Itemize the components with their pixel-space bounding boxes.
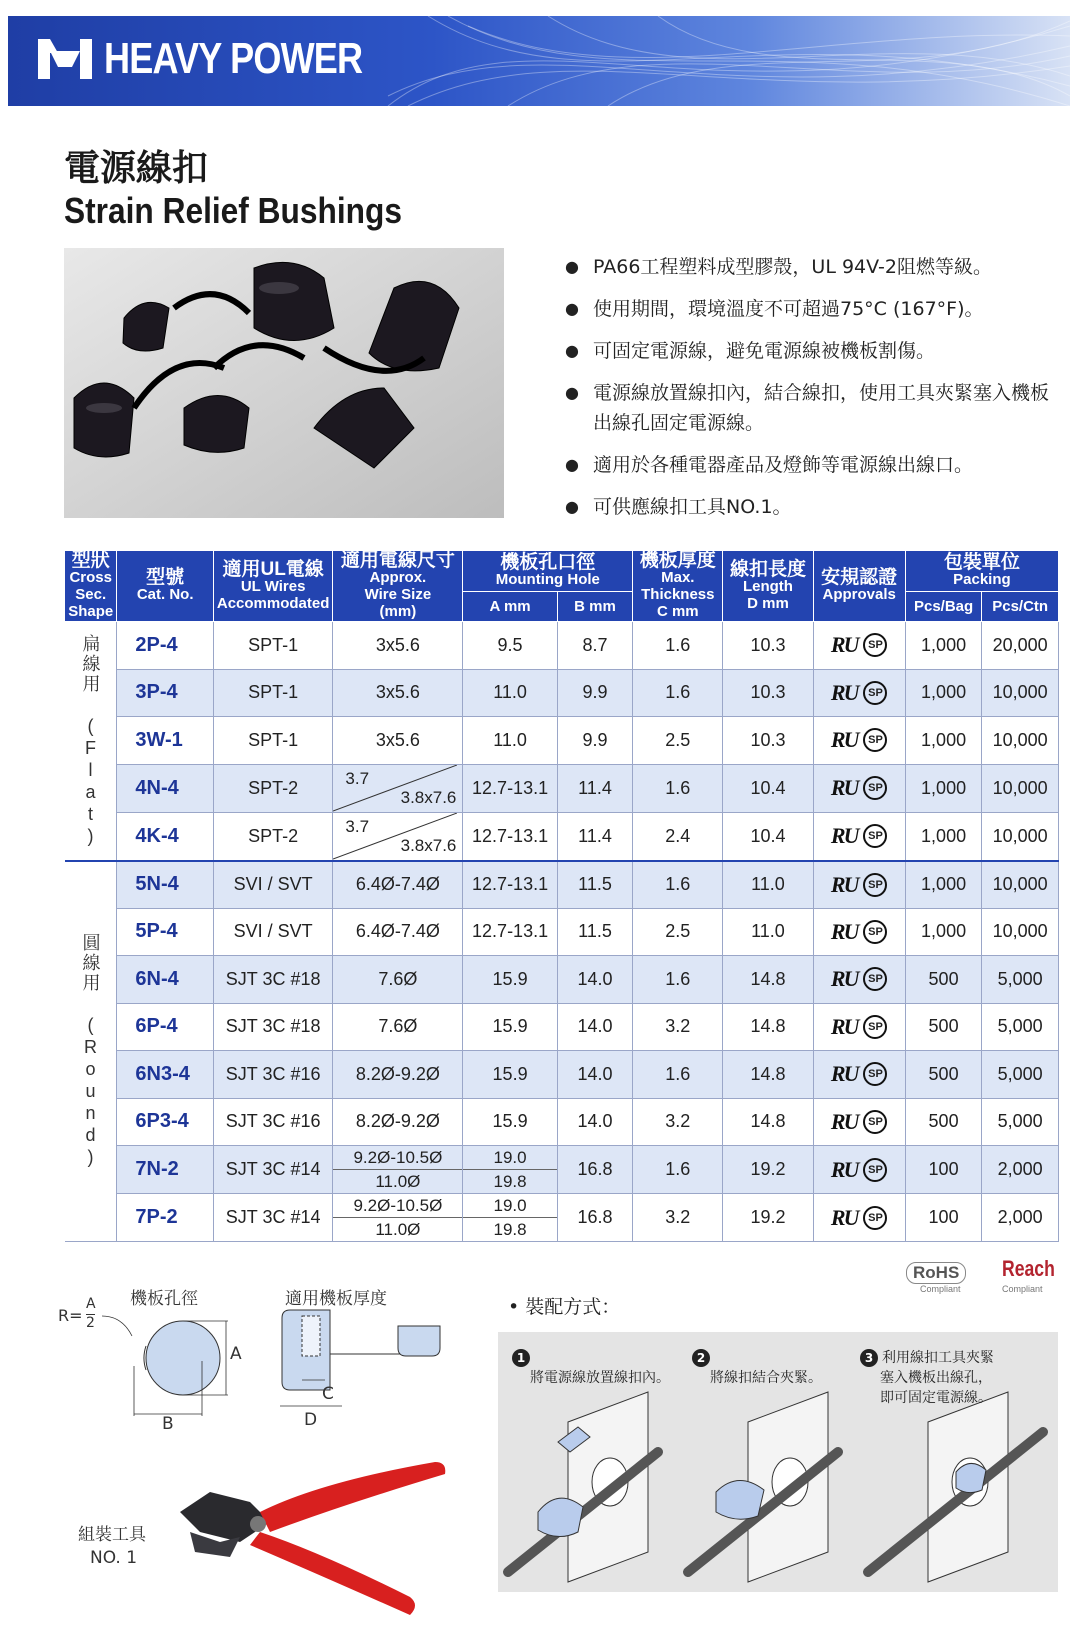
brand-logo [36, 34, 419, 84]
header-banner [8, 16, 1070, 106]
csa-mark-icon: SP [863, 967, 887, 991]
cat-no-cell: 5P-4 [117, 908, 213, 956]
hole-b-cell: 11.5 [557, 861, 632, 909]
page-title-en: Strain Relief Bushings [64, 190, 402, 231]
approvals-cell [813, 812, 905, 861]
pcs-bag-cell: 100 [905, 1194, 982, 1242]
wire-size-cell: 3x5.6 [333, 717, 463, 765]
hole-b-cell: 8.7 [557, 622, 632, 670]
header-hole-a: A mm [463, 591, 557, 621]
wire-size-cell: 7.6Ø [333, 1003, 463, 1051]
hole-a-cell: 11.0 [463, 669, 557, 717]
feature-item: ● PA66工程塑料成型膠殼，UL 94V-2阻燃等級。 [565, 252, 1065, 282]
pcs-bag-cell: 1,000 [905, 717, 982, 765]
assembly-steps-panel [498, 1332, 1058, 1592]
pcs-ctn-cell: 10,000 [982, 908, 1059, 956]
tool-name: NO. 1 [90, 1548, 138, 1568]
formula-den: 2 [86, 1315, 95, 1331]
hole-b-cell: 14.0 [557, 1051, 632, 1099]
cat-no-cell: 6P-4 [117, 1003, 213, 1051]
thickness-cell: 1.6 [633, 1051, 723, 1099]
feature-item: ● 可固定電源線，避免電源線被機板割傷。 [565, 336, 1065, 366]
length-cell: 14.8 [723, 956, 813, 1004]
approvals-cell [813, 717, 905, 765]
pcs-ctn-cell: 10,000 [982, 861, 1059, 909]
wire-size-dim: 3.8x7.6 [400, 787, 457, 807]
header-ul: 適用UL電線 UL Wires Accommodated [213, 551, 333, 622]
length-cell: 10.3 [723, 669, 813, 717]
wire-size-cell: 6.4Ø-7.4Ø [333, 861, 463, 909]
pcs-ctn-cell: 5,000 [982, 1003, 1059, 1051]
hole-a-cell: 12.7-13.1 [463, 861, 557, 909]
ul-mark-icon: RU [830, 1204, 858, 1230]
compliance-logos [906, 1256, 1055, 1294]
group-label-round: 圓線用 (Round) [65, 861, 117, 1242]
header-length: 線扣長度 Length D mm [723, 551, 813, 622]
ul-wire-cell: SPT-1 [213, 622, 333, 670]
length-cell: 19.2 [723, 1146, 813, 1194]
hole-b-cell: 11.4 [557, 812, 632, 861]
hole-b-cell: 9.9 [557, 717, 632, 765]
thickness-cell: 1.6 [633, 622, 723, 670]
pcs-bag-cell: 500 [905, 1051, 982, 1099]
hole-a-value: 19.0 [463, 1146, 556, 1170]
thickness-cell: 3.2 [633, 1098, 723, 1146]
pcs-bag-cell: 1,000 [905, 861, 982, 909]
reach-sub: Compliant [1002, 1284, 1043, 1294]
length-cell: 10.4 [723, 764, 813, 812]
step-number: 2 [692, 1349, 710, 1367]
page-title-zh: 電源線扣 [64, 148, 209, 189]
thickness-cell: 2.4 [633, 812, 723, 861]
length-cell: 14.8 [723, 1051, 813, 1099]
header-approvals: 安規認證 Approvals [813, 551, 905, 622]
wire-size-cell: 6.4Ø-7.4Ø [333, 908, 463, 956]
pcs-bag-cell: 100 [905, 1146, 982, 1194]
assembly-title: • 裝配方式： [508, 1296, 621, 1318]
csa-mark-icon: SP [863, 1015, 887, 1039]
pcs-bag-cell: 1,000 [905, 669, 982, 717]
csa-mark-icon: SP [863, 1062, 887, 1086]
feature-item: ● 電源線放置線扣內，結合線扣，使用工具夾緊塞入機板出線孔固定電源線。 [565, 378, 1065, 438]
approvals-cell [813, 1003, 905, 1051]
wire-size-cell: 3x5.6 [333, 669, 463, 717]
group-label-flat: 扁線用 (Flat) [65, 622, 117, 861]
csa-mark-icon: SP [863, 873, 887, 897]
feature-item: ● 使用期間，環境溫度不可超過75°C (167°F)。 [565, 294, 1065, 324]
cat-no-cell: 3W-1 [117, 717, 213, 765]
thickness-cell: 1.6 [633, 669, 723, 717]
length-cell: 10.3 [723, 717, 813, 765]
wire-size-alt: 11.0Ø [375, 1219, 421, 1239]
ul-mark-icon: RU [830, 632, 858, 658]
approvals-cell [813, 669, 905, 717]
pcs-ctn-cell: 10,000 [982, 812, 1059, 861]
hole-b-cell: 16.8 [557, 1194, 632, 1242]
length-cell: 10.3 [723, 622, 813, 670]
hole-diagram-label: 機板孔徑 [130, 1289, 198, 1309]
table-row [65, 1098, 1059, 1146]
pcs-ctn-cell: 10,000 [982, 764, 1059, 812]
cat-no-cell: 2P-4 [117, 622, 213, 670]
csa-mark-icon: SP [863, 1206, 887, 1230]
hole-a-cell [463, 1194, 557, 1242]
cat-no-cell: 5N-4 [117, 861, 213, 909]
table-row [65, 812, 1059, 861]
pcs-bag-cell: 500 [905, 1098, 982, 1146]
hole-b-cell: 16.8 [557, 1146, 632, 1194]
hole-a-alt: 19.8 [493, 1219, 527, 1239]
ul-mark-icon: RU [830, 1061, 858, 1087]
approvals-cell [813, 1051, 905, 1099]
hole-a-alt: 19.8 [493, 1171, 527, 1191]
csa-mark-icon: SP [863, 1110, 887, 1134]
rohs-sub: Compliant [920, 1284, 961, 1294]
thickness-cell: 2.5 [633, 717, 723, 765]
hole-a-value: 19.0 [463, 1194, 556, 1218]
table-row [65, 956, 1059, 1004]
hole-b-cell: 14.0 [557, 1003, 632, 1051]
hole-b-cell: 11.5 [557, 908, 632, 956]
pcs-ctn-cell: 2,000 [982, 1146, 1059, 1194]
pcs-ctn-cell: 10,000 [982, 669, 1059, 717]
csa-mark-icon: SP [863, 681, 887, 705]
csa-mark-icon: SP [863, 824, 887, 848]
ul-mark-icon: RU [830, 871, 858, 897]
hole-a-cell: 12.7-13.1 [463, 764, 557, 812]
pcs-ctn-cell: 20,000 [982, 622, 1059, 670]
assembly-step-1 [512, 1348, 670, 1388]
ul-wire-cell: SVI / SVT [213, 908, 333, 956]
header-hole-b: B mm [557, 591, 632, 621]
step-number: 3 [860, 1349, 878, 1367]
hole-a-cell: 15.9 [463, 1003, 557, 1051]
crimp-tool-image [170, 1452, 470, 1622]
ul-wire-cell: SJT 3C #18 [213, 956, 333, 1004]
table-row [65, 764, 1059, 812]
approvals-cell [813, 956, 905, 1004]
wire-size-cell [333, 1194, 463, 1242]
cat-no-cell: 4K-4 [117, 812, 213, 861]
hole-a-cell: 11.0 [463, 717, 557, 765]
thickness-cell: 3.2 [633, 1003, 723, 1051]
dim-c-label: C [322, 1384, 334, 1404]
ul-mark-icon: RU [830, 679, 858, 705]
table-row [65, 861, 1059, 909]
thickness-cell: 1.6 [633, 956, 723, 1004]
assembly-step-3 [860, 1348, 994, 1408]
pcs-ctn-cell: 5,000 [982, 1051, 1059, 1099]
pcs-bag-cell: 500 [905, 1003, 982, 1051]
approvals-cell [813, 861, 905, 909]
ul-wire-cell: SPT-1 [213, 717, 333, 765]
pcs-bag-cell: 1,000 [905, 908, 982, 956]
table-row [65, 717, 1059, 765]
ul-wire-cell: SJT 3C #18 [213, 1003, 333, 1051]
length-cell: 14.8 [723, 1003, 813, 1051]
step-text: 即可固定電源線。 [880, 1390, 992, 1406]
approvals-cell [813, 622, 905, 670]
table-row [65, 669, 1059, 717]
hole-a-cell: 15.9 [463, 956, 557, 1004]
feature-item: ● 適用於各種電器產品及燈飾等電源線出線口。 [565, 450, 1065, 480]
step-number: 1 [512, 1349, 530, 1367]
table-row [65, 622, 1059, 670]
thickness-cell: 3.2 [633, 1194, 723, 1242]
table-row [65, 908, 1059, 956]
header-packing: 包裝單位 Packing [905, 551, 1058, 592]
hole-a-cell: 15.9 [463, 1051, 557, 1099]
wire-size-flat: 3.7 [345, 768, 370, 788]
step-text: 將電源線放置線扣內。 [530, 1370, 670, 1386]
wire-size-cell [333, 1146, 463, 1194]
reach-logo: Reach [1002, 1256, 1055, 1281]
ul-mark-icon: RU [830, 1108, 858, 1134]
wire-size-alt: 11.0Ø [375, 1171, 421, 1191]
ul-mark-icon: RU [830, 775, 858, 800]
ul-wire-cell: SVI / SVT [213, 861, 333, 909]
length-cell: 14.8 [723, 1098, 813, 1146]
ul-wire-cell: SJT 3C #16 [213, 1051, 333, 1099]
spec-table [64, 550, 1059, 1242]
approvals-cell [813, 1146, 905, 1194]
brand-name: HEAVY POWER [104, 34, 363, 83]
ul-wire-cell: SJT 3C #14 [213, 1194, 333, 1242]
hole-a-cell: 12.7-13.1 [463, 812, 557, 861]
csa-mark-icon: SP [863, 728, 887, 752]
wire-size-cell: 3x5.6 [333, 622, 463, 670]
wire-size-dim: 3.8x7.6 [400, 835, 457, 855]
approvals-cell [813, 908, 905, 956]
wire-size-cell: 8.2Ø-9.2Ø [333, 1098, 463, 1146]
step-text: 利用線扣工具夾緊 [882, 1350, 994, 1366]
pcs-bag-cell: 1,000 [905, 764, 982, 812]
cat-no-cell: 3P-4 [117, 669, 213, 717]
approvals-cell [813, 1194, 905, 1242]
csa-mark-icon: SP [863, 1158, 887, 1182]
table-row [65, 1194, 1059, 1242]
hole-a-cell [463, 1146, 557, 1194]
ul-mark-icon: RU [830, 1156, 858, 1182]
csa-mark-icon: SP [863, 633, 887, 657]
pcs-ctn-cell: 5,000 [982, 956, 1059, 1004]
wire-size-range: 9.2Ø-10.5Ø [333, 1194, 462, 1218]
ul-mark-icon: RU [830, 918, 858, 944]
length-cell: 19.2 [723, 1194, 813, 1242]
step-text: 將線扣結合夾緊。 [710, 1370, 822, 1386]
hole-b-cell: 9.9 [557, 669, 632, 717]
pcs-ctn-cell: 5,000 [982, 1098, 1059, 1146]
cat-no-cell: 6N-4 [117, 956, 213, 1004]
pcs-bag-cell: 500 [905, 956, 982, 1004]
length-cell: 11.0 [723, 908, 813, 956]
wire-size-flat: 3.7 [345, 816, 370, 836]
assembly-step-2 [692, 1348, 822, 1388]
feature-list [565, 252, 1065, 534]
cat-no-cell: 6N3-4 [117, 1051, 213, 1099]
pcs-ctn-cell: 2,000 [982, 1194, 1059, 1242]
formula-r: R= [58, 1306, 83, 1325]
csa-mark-icon: SP [863, 776, 887, 800]
rohs-logo: RoHS [906, 1262, 966, 1284]
pcs-bag-cell: 1,000 [905, 622, 982, 670]
header-thickness: 機板厚度 Max. Thickness C mm [633, 551, 723, 622]
wire-size-cell [333, 764, 463, 812]
table-row [65, 1146, 1059, 1194]
ul-mark-icon: RU [830, 1013, 858, 1039]
approvals-cell [813, 1098, 905, 1146]
thickness-diagram-label: 適用機板厚度 [285, 1289, 387, 1309]
wire-size-cell [333, 812, 463, 861]
ul-mark-icon: RU [830, 966, 858, 992]
ul-wire-cell: SJT 3C #16 [213, 1098, 333, 1146]
dim-b-label: B [162, 1414, 174, 1434]
pcs-ctn-cell: 10,000 [982, 717, 1059, 765]
thickness-cell: 1.6 [633, 764, 723, 812]
hole-a-cell: 9.5 [463, 622, 557, 670]
approvals-cell [813, 764, 905, 812]
formula-num: A [86, 1296, 96, 1312]
header-hole: 機板孔口徑 Mounting Hole [463, 551, 633, 592]
ul-wire-cell: SJT 3C #14 [213, 1146, 333, 1194]
ul-wire-cell: SPT-2 [213, 764, 333, 812]
hole-a-cell: 12.7-13.1 [463, 908, 557, 956]
wire-size-range: 9.2Ø-10.5Ø [333, 1146, 462, 1170]
brand-mark-icon [36, 37, 94, 81]
feature-item: ● 可供應線扣工具NO.1。 [565, 492, 1065, 522]
thickness-cell: 1.6 [633, 1146, 723, 1194]
header-cat: 型號 Cat. No. [117, 551, 213, 622]
pcs-bag-cell: 1,000 [905, 812, 982, 861]
header-pcs-bag: Pcs/Bag [905, 591, 982, 621]
table-row [65, 1003, 1059, 1051]
hole-b-cell: 11.4 [557, 764, 632, 812]
cat-no-cell: 6P3-4 [117, 1098, 213, 1146]
ul-wire-cell: SPT-1 [213, 669, 333, 717]
cat-no-cell: 4N-4 [117, 764, 213, 812]
hole-b-cell: 14.0 [557, 1098, 632, 1146]
product-photo [64, 248, 504, 518]
wire-size-cell: 7.6Ø [333, 956, 463, 1004]
table-row [65, 1051, 1059, 1099]
length-cell: 11.0 [723, 861, 813, 909]
header-shape: 型狀 Cross Sec. Shape [65, 551, 117, 622]
dim-a-label: A [230, 1344, 242, 1364]
header-pcs-ctn: Pcs/Ctn [982, 591, 1059, 621]
length-cell: 10.4 [723, 812, 813, 861]
step-text: 塞入機板出線孔， [880, 1370, 992, 1386]
ul-wire-cell: SPT-2 [213, 812, 333, 861]
thickness-cell: 2.5 [633, 908, 723, 956]
thickness-cell: 1.6 [633, 861, 723, 909]
csa-mark-icon: SP [863, 920, 887, 944]
cat-no-cell: 7P-2 [117, 1194, 213, 1242]
dim-d-label: D [304, 1410, 318, 1430]
hole-b-cell: 14.0 [557, 956, 632, 1004]
ul-mark-icon: RU [830, 823, 858, 848]
header-size: 適用電線尺寸 Approx. Wire Size (mm) [333, 551, 463, 622]
cat-no-cell: 7N-2 [117, 1146, 213, 1194]
tool-label: 組裝工具 [78, 1525, 146, 1545]
ul-mark-icon: RU [830, 727, 858, 753]
hole-a-cell: 15.9 [463, 1098, 557, 1146]
wire-size-cell: 8.2Ø-9.2Ø [333, 1051, 463, 1099]
